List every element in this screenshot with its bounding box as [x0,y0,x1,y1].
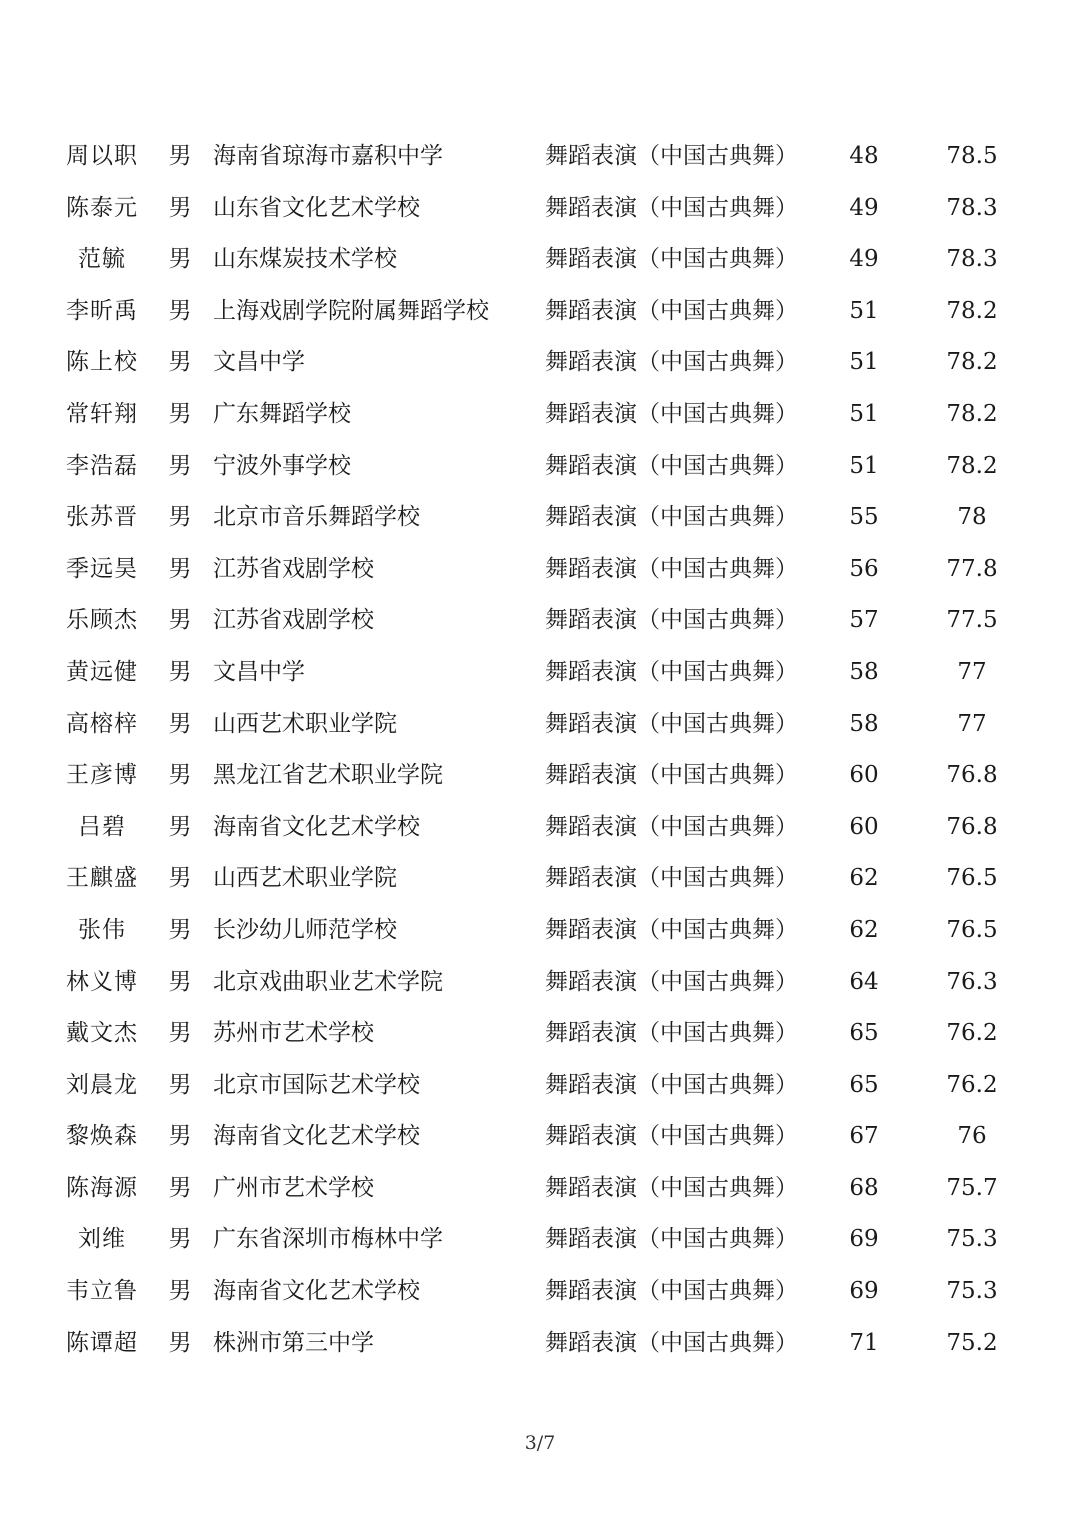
table-row [0,1266,1080,1318]
cell-major: 舞蹈表演（中国古典舞） [545,555,798,582]
cell-gender: 男 [168,607,192,634]
table-row [0,647,1080,699]
cell-rank: 65 [849,1071,879,1098]
cell-school: 株洲市第三中学 [213,1329,374,1356]
cell-score: 78.2 [946,400,998,427]
cell-major: 舞蹈表演（中国古典舞） [545,865,798,892]
cell-score: 76 [957,1123,987,1150]
cell-name: 刘维 [78,1226,126,1253]
cell-gender: 男 [168,1123,192,1150]
cell-major: 舞蹈表演（中国古典舞） [545,1329,798,1356]
cell-score: 76.2 [946,1020,998,1047]
cell-name: 周以职 [66,143,138,169]
table-row [0,1163,1080,1215]
cell-rank: 58 [849,710,879,737]
cell-major: 舞蹈表演（中国古典舞） [545,710,798,737]
cell-rank: 67 [849,1123,879,1150]
cell-major: 舞蹈表演（中国古典舞） [545,143,798,169]
table-row [0,234,1080,286]
table-row [0,750,1080,802]
cell-name: 高榕梓 [66,710,138,737]
table-row [0,286,1080,338]
cell-major: 舞蹈表演（中国古典舞） [545,968,798,995]
cell-gender: 男 [168,1278,192,1305]
cell-rank: 69 [849,1226,879,1253]
cell-rank: 60 [849,762,879,789]
cell-name: 范毓 [78,246,126,273]
cell-name: 黎焕森 [66,1123,138,1150]
table-row [0,1060,1080,1112]
cell-gender: 男 [168,968,192,995]
cell-name: 王彦博 [66,762,138,789]
cell-major: 舞蹈表演（中国古典舞） [545,916,798,943]
cell-score: 75.7 [946,1174,998,1201]
table-row [0,131,1080,183]
cell-school: 广东省深圳市梅林中学 [213,1226,443,1253]
cell-name: 戴文杰 [66,1020,138,1047]
cell-major: 舞蹈表演（中国古典舞） [545,400,798,427]
cell-score: 78 [957,504,987,531]
table-row [0,183,1080,235]
cell-score: 76.8 [946,762,998,789]
cell-school: 黑龙江省艺术职业学院 [213,762,443,789]
cell-gender: 男 [168,1329,192,1356]
cell-score: 77.8 [946,555,998,582]
cell-name: 林义博 [66,968,138,995]
cell-score: 75.2 [946,1329,998,1356]
cell-rank: 55 [849,504,879,531]
page-number: 3/7 [524,1432,556,1454]
cell-major: 舞蹈表演（中国古典舞） [545,1174,798,1201]
cell-score: 75.3 [946,1278,998,1305]
cell-gender: 男 [168,865,192,892]
table-row [0,699,1080,751]
cell-major: 舞蹈表演（中国古典舞） [545,1226,798,1253]
cell-major: 舞蹈表演（中国古典舞） [545,349,798,376]
cell-gender: 男 [168,1071,192,1098]
cell-name: 常轩翔 [66,400,138,427]
cell-name: 陈上校 [66,349,138,376]
cell-gender: 男 [168,762,192,789]
cell-name: 韦立鲁 [66,1278,138,1305]
cell-school: 广东舞蹈学校 [213,400,351,427]
cell-rank: 48 [849,143,879,169]
cell-gender: 男 [168,349,192,376]
table-row [0,441,1080,493]
cell-score: 76.8 [946,813,998,840]
cell-rank: 58 [849,658,879,685]
cell-name: 李浩磊 [66,452,138,479]
cell-name: 乐顾杰 [66,607,138,634]
cell-major: 舞蹈表演（中国古典舞） [545,246,798,273]
cell-school: 文昌中学 [213,658,305,685]
cell-score: 76.5 [946,865,998,892]
cell-gender: 男 [168,504,192,531]
cell-rank: 65 [849,1020,879,1047]
cell-rank: 71 [849,1329,879,1356]
cell-score: 78.3 [946,194,998,221]
cell-school: 海南省琼海市嘉积中学 [213,143,443,169]
cell-name: 黄远健 [66,658,138,685]
cell-gender: 男 [168,555,192,582]
cell-name: 季远昊 [66,555,138,582]
cell-school: 北京市国际艺术学校 [213,1071,420,1098]
cell-gender: 男 [168,710,192,737]
cell-score: 75.3 [946,1226,998,1253]
cell-name: 张伟 [78,916,126,943]
cell-school: 广州市艺术学校 [213,1174,374,1201]
cell-rank: 57 [849,607,879,634]
cell-name: 陈泰元 [66,194,138,221]
cell-gender: 男 [168,194,192,221]
cell-rank: 64 [849,968,879,995]
table-row [0,1111,1080,1163]
cell-score: 76.3 [946,968,998,995]
cell-score: 78.5 [946,143,998,169]
cell-gender: 男 [168,452,192,479]
table-row [0,802,1080,854]
cell-school: 海南省文化艺术学校 [213,813,420,840]
cell-major: 舞蹈表演（中国古典舞） [545,1123,798,1150]
table-row [0,492,1080,544]
table-row [0,1214,1080,1266]
table-row [0,595,1080,647]
table-row [0,544,1080,596]
cell-name: 吕碧 [78,813,126,840]
cell-score: 78.2 [946,349,998,376]
cell-major: 舞蹈表演（中国古典舞） [545,1278,798,1305]
cell-school: 北京市音乐舞蹈学校 [213,504,420,531]
cell-major: 舞蹈表演（中国古典舞） [545,1071,798,1098]
cell-rank: 56 [849,555,879,582]
cell-major: 舞蹈表演（中国古典舞） [545,452,798,479]
cell-gender: 男 [168,658,192,685]
cell-name: 陈谭超 [66,1329,138,1356]
cell-major: 舞蹈表演（中国古典舞） [545,762,798,789]
cell-rank: 51 [849,349,879,376]
cell-name: 李昕禹 [66,297,138,324]
cell-gender: 男 [168,143,192,169]
cell-score: 76.2 [946,1071,998,1098]
cell-gender: 男 [168,916,192,943]
cell-score: 78.3 [946,246,998,273]
cell-rank: 60 [849,813,879,840]
results-table [0,131,1080,1369]
cell-school: 江苏省戏剧学校 [213,607,374,634]
cell-gender: 男 [168,1226,192,1253]
cell-school: 宁波外事学校 [213,452,351,479]
cell-score: 77 [957,658,987,685]
cell-school: 山东煤炭技术学校 [213,246,397,273]
cell-rank: 51 [849,452,879,479]
cell-school: 文昌中学 [213,349,305,376]
cell-major: 舞蹈表演（中国古典舞） [545,658,798,685]
cell-rank: 51 [849,400,879,427]
table-row [0,1008,1080,1060]
cell-name: 张苏晋 [66,504,138,531]
cell-school: 海南省文化艺术学校 [213,1278,420,1305]
cell-rank: 51 [849,297,879,324]
cell-major: 舞蹈表演（中国古典舞） [545,297,798,324]
cell-score: 78.2 [946,297,998,324]
cell-gender: 男 [168,297,192,324]
cell-school: 长沙幼儿师范学校 [213,916,397,943]
cell-gender: 男 [168,813,192,840]
cell-rank: 49 [849,246,879,273]
cell-school: 山西艺术职业学院 [213,865,397,892]
cell-major: 舞蹈表演（中国古典舞） [545,504,798,531]
cell-score: 77.5 [946,607,998,634]
cell-major: 舞蹈表演（中国古典舞） [545,1020,798,1047]
cell-name: 王麒盛 [66,865,138,892]
cell-rank: 62 [849,916,879,943]
cell-rank: 49 [849,194,879,221]
table-row [0,853,1080,905]
cell-gender: 男 [168,400,192,427]
table-row [0,389,1080,441]
cell-gender: 男 [168,1174,192,1201]
cell-major: 舞蹈表演（中国古典舞） [545,607,798,634]
cell-school: 山西艺术职业学院 [213,710,397,737]
cell-school: 苏州市艺术学校 [213,1020,374,1047]
cell-rank: 68 [849,1174,879,1201]
cell-rank: 62 [849,865,879,892]
cell-school: 山东省文化艺术学校 [213,194,420,221]
cell-rank: 69 [849,1278,879,1305]
cell-school: 上海戏剧学院附属舞蹈学校 [213,297,489,324]
cell-major: 舞蹈表演（中国古典舞） [545,194,798,221]
cell-score: 77 [957,710,987,737]
cell-school: 海南省文化艺术学校 [213,1123,420,1150]
cell-score: 76.5 [946,916,998,943]
table-row [0,957,1080,1009]
cell-name: 陈海源 [66,1174,138,1201]
cell-school: 江苏省戏剧学校 [213,555,374,582]
table-row [0,1318,1080,1370]
cell-major: 舞蹈表演（中国古典舞） [545,813,798,840]
table-row [0,905,1080,957]
cell-name: 刘晨龙 [66,1071,138,1098]
cell-gender: 男 [168,246,192,273]
cell-school: 北京戏曲职业艺术学院 [213,968,443,995]
table-row [0,337,1080,389]
cell-gender: 男 [168,1020,192,1047]
cell-score: 78.2 [946,452,998,479]
